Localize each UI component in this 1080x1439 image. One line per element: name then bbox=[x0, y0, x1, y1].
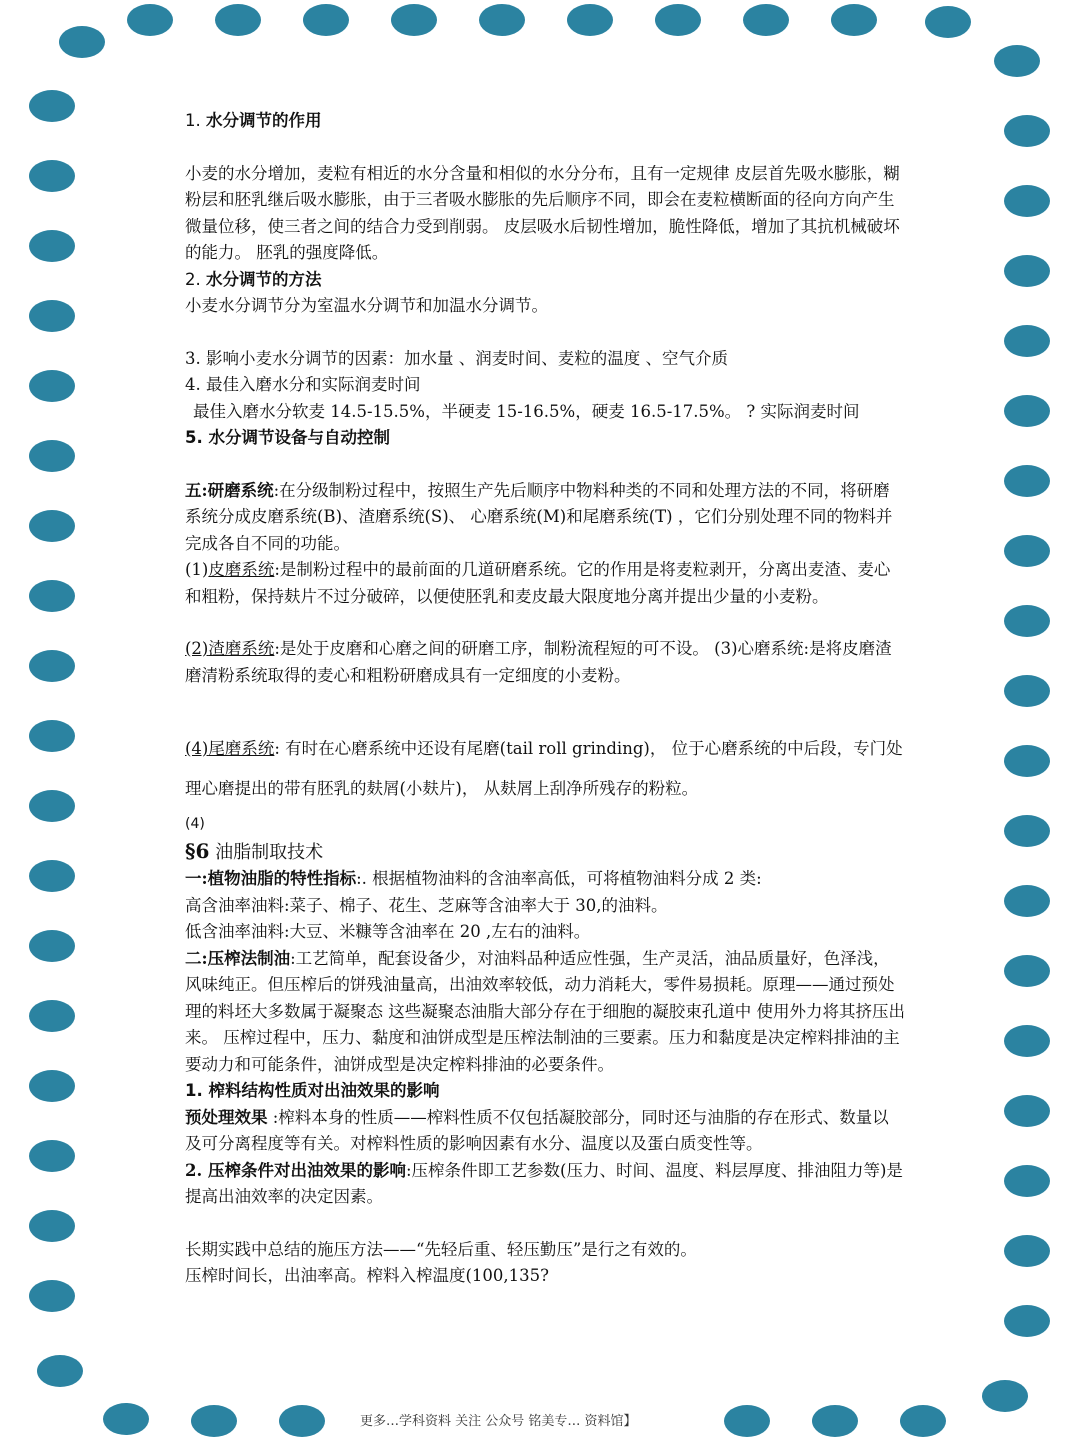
border-dot bbox=[994, 45, 1040, 77]
label-text: 渣磨系统 bbox=[208, 639, 275, 658]
paragraph-pretreatment bbox=[185, 1105, 905, 1158]
border-dot bbox=[29, 650, 75, 682]
border-dot bbox=[29, 930, 75, 962]
item-prefix: (2) bbox=[185, 639, 209, 658]
border-dot bbox=[29, 720, 75, 752]
heading-water-method bbox=[185, 267, 905, 294]
border-dot bbox=[29, 1070, 75, 1102]
border-dot bbox=[215, 4, 261, 36]
border-dot bbox=[743, 4, 789, 36]
border-dot bbox=[1004, 1095, 1050, 1127]
border-dot bbox=[29, 1140, 75, 1172]
border-dot bbox=[1004, 815, 1050, 847]
heading-number: 1. bbox=[185, 1081, 203, 1100]
heading-equipment bbox=[185, 425, 905, 452]
border-dot bbox=[655, 4, 701, 36]
label-oil-index: 一:植物油脂的特性指标 bbox=[185, 869, 357, 888]
border-dot bbox=[925, 6, 971, 38]
label-press-conditions: 2. 压榨条件对出油效果的影响 bbox=[185, 1160, 406, 1180]
label-grinding-system: 五:研磨系统 bbox=[185, 480, 274, 500]
label-break-system: 皮磨系统 bbox=[208, 560, 275, 579]
heading-title: 水分调节设备与自动控制 bbox=[208, 428, 390, 447]
paragraph-factors: 3. 影响小麦水分调节的因素：加水量 、润麦时间、麦粒的温度 、空气介质 bbox=[185, 348, 728, 368]
border-dot bbox=[479, 4, 525, 36]
border-dot bbox=[29, 160, 75, 192]
label-text: 尾磨系统 bbox=[208, 739, 275, 758]
paragraph-oil-index bbox=[185, 866, 905, 893]
heading-water-function bbox=[185, 108, 905, 135]
border-dot bbox=[982, 1380, 1028, 1412]
text-press-conditions: :压榨条件即工艺参数(压力、时间、温度、料层厚度、排油阻力等)是提高出油效率的决定因素。 bbox=[185, 1160, 903, 1206]
border-dot bbox=[59, 26, 105, 58]
text-break-system: :是制粉过程中的最前面的几道研磨系统。它的作用是将麦粒剥开，分离出麦渣、麦心和粗粉，保持麸片不过分破碎，以便使胚乳和麦皮最大限度地分离并提出少量的小麦粉。 bbox=[185, 560, 891, 606]
section-title: 油脂制取技术 bbox=[215, 841, 324, 863]
border-dot bbox=[37, 1355, 83, 1387]
border-dot bbox=[1004, 885, 1050, 917]
text-oil-index: :. 根据植物油料的含油率高低，可将植物油料分成 2 类: bbox=[356, 869, 762, 888]
border-dot bbox=[29, 580, 75, 612]
heading-title: 榨料结构性质对出油效果的影响 bbox=[208, 1081, 440, 1100]
border-dot bbox=[391, 4, 437, 36]
border-dot bbox=[29, 1000, 75, 1032]
border-dot bbox=[1004, 1235, 1050, 1267]
paragraph-press-conditions bbox=[185, 1158, 905, 1211]
text-sizing-system: :是处于皮磨和心磨之间的研磨工序，制粉流程短的可不设。 (3)心磨系统:是将皮磨渣磨清粉系统取得的麦心和粗粉研磨成具有一定细度的小麦粉。 bbox=[185, 639, 892, 685]
heading-number: 5. bbox=[185, 428, 203, 447]
paragraph-best-moisture: 最佳入磨水分软麦 14.5-15.5%，半硬麦 15-16.5%，硬麦 16.5-17.5%。 ? 实际润麦时间 bbox=[193, 401, 860, 421]
paragraph-high-oil: 高含油率油料:菜子、棉子、花生、芝麻等含油率大于 30,的油料。 bbox=[185, 895, 668, 915]
border-dot bbox=[1004, 605, 1050, 637]
border-dot bbox=[29, 1280, 75, 1312]
border-dot bbox=[831, 4, 877, 36]
border-dot bbox=[29, 370, 75, 402]
paragraph-practice: 长期实践中总结的施压方法——“先轻后重、轻压勤压”是行之有效的。 bbox=[185, 1239, 697, 1259]
border-dot bbox=[1004, 745, 1050, 777]
label-pretreatment: 预处理效果 bbox=[185, 1107, 268, 1127]
document-body bbox=[185, 108, 905, 1290]
border-dot bbox=[1004, 1025, 1050, 1057]
border-dot bbox=[29, 440, 75, 472]
paragraph-best-moisture-heading: 4. 最佳入磨水分和实际润麦时间 bbox=[185, 375, 421, 394]
border-dot bbox=[1004, 675, 1050, 707]
border-dot bbox=[29, 300, 75, 332]
heading-structure-effect bbox=[185, 1078, 905, 1105]
section-symbol: §6 bbox=[185, 838, 210, 863]
text-tail-system: : 有时在心磨系统中还设有尾磨(tail roll grinding)， 位于心磨系统的中后段，专门处理心磨提出的带有胚乳的麸屑(小麸片)， 从麸屑上刮净所残存的粉粒。 bbox=[185, 739, 903, 798]
paragraph-water-function: 小麦的水分增加，麦粒有相近的水分含量和相似的水分分布，且有一定规律 皮层首先吸水膨胀，糊粉层和胚乳继后吸水膨胀，由于三者吸水膨胀的先后顺序不同，即会在麦粒横断面的径向方向产生微量位移，使三者之间的结合力受到削弱。 皮层吸水后韧性增加，脆性降低，增加了其抗机械破坏的能力。 胚乳的强度降低。 bbox=[185, 163, 900, 262]
text-pretreatment: :榨料本身的性质——榨料性质不仅包括凝胶部分，同时还与油脂的存在形式、数量以及可分离程度等有关。对榨料性质的影响因素有水分、温度以及蛋白质变性等。 bbox=[185, 1107, 889, 1153]
border-dot bbox=[1004, 325, 1050, 357]
border-dot bbox=[1004, 185, 1050, 217]
paragraph-marker: (4) bbox=[185, 816, 205, 832]
text-grinding-system: :在分级制粉过程中，按照生产先后顺序中物料种类的不同和处理方法的不同，将研磨系统分成皮磨系统(B)、渣磨系统(S)、 心磨系统(M)和尾磨系统(T) ，它们分别处理不同的物料并完成各自不同的功能。 bbox=[185, 480, 893, 553]
paragraph-grinding-system bbox=[185, 478, 905, 558]
border-dot bbox=[1004, 1305, 1050, 1337]
border-dot bbox=[1004, 395, 1050, 427]
border-dot bbox=[900, 1405, 946, 1437]
label-pressing: 二:压榨法制油 bbox=[185, 948, 291, 968]
border-dot bbox=[1004, 955, 1050, 987]
border-dot bbox=[1004, 1165, 1050, 1197]
border-dot bbox=[29, 230, 75, 262]
border-dot bbox=[1004, 465, 1050, 497]
border-dot bbox=[29, 90, 75, 122]
border-dot bbox=[279, 1405, 325, 1437]
border-dot bbox=[29, 790, 75, 822]
border-dot bbox=[1004, 115, 1050, 147]
border-dot bbox=[191, 1405, 237, 1437]
paragraph-tail-system bbox=[185, 729, 905, 809]
label-sizing-system bbox=[185, 639, 274, 658]
item-prefix: (4) bbox=[185, 739, 209, 758]
heading-title: 水分调节的方法 bbox=[206, 269, 322, 289]
paragraph-break-system bbox=[185, 557, 905, 610]
border-dot bbox=[567, 4, 613, 36]
heading-section-6 bbox=[185, 838, 905, 867]
border-dot bbox=[303, 4, 349, 36]
paragraph-pressing bbox=[185, 946, 905, 1079]
border-dot bbox=[127, 4, 173, 36]
border-dot bbox=[29, 510, 75, 542]
item-prefix: (1) bbox=[185, 560, 209, 579]
border-dot bbox=[1004, 535, 1050, 567]
paragraph-sizing-system bbox=[185, 636, 905, 689]
border-dot bbox=[103, 1403, 149, 1435]
text-pressing: :工艺简单，配套设备少，对油料品种适应性强，生产灵活，油品质量好，色泽浅，风味纯正。但压榨后的饼残油量高，出油效率较低，动力消耗大，零件易损耗。原理——通过预处理的料坯大多数属于凝聚态 这些凝聚态油脂大部分存在于细胞的凝胶束孔道中 使用外力将其挤压出来。 压榨过程中，压力、黏度和油饼成型是压榨法制油的三要素。压力和黏度是决定榨料排油的主要动力和可能条件，油饼成型是决定榨料排油的必要条件。 bbox=[185, 948, 905, 1074]
border-dot bbox=[29, 1210, 75, 1242]
border-dot bbox=[1004, 255, 1050, 287]
footer-watermark: 更多…学科资料 关注 公众号 铭美专… 资料馆】 bbox=[360, 1414, 637, 1429]
border-dot bbox=[29, 860, 75, 892]
border-dot bbox=[812, 1405, 858, 1437]
heading-title: 水分调节的作用 bbox=[206, 111, 322, 130]
heading-number: 2. bbox=[185, 269, 201, 289]
heading-number: 1. bbox=[185, 111, 201, 130]
paragraph-temperature: 压榨时间长，出油率高。榨料入榨温度(100,135? bbox=[185, 1266, 550, 1285]
label-tail-system bbox=[185, 739, 274, 758]
paragraph-water-method: 小麦水分调节分为室温水分调节和加温水分调节。 bbox=[185, 296, 548, 315]
paragraph-low-oil: 低含油率油料:大豆、米糠等含油率在 20 ,左右的油料。 bbox=[185, 922, 591, 941]
